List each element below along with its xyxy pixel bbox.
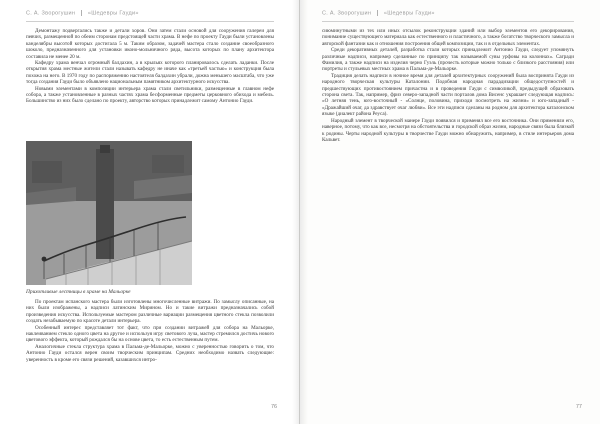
paragraph: Особенный интерес представляет тот факт, что при создании витражей для собора на Мальорке, наклеиванием стекло одного цвета на другое и используя игру светового луча, мастер стремился достичь нового цветового эффекта, который рождался бы на основе цвета, то есть естественным путем. [26, 324, 274, 344]
header-separator [377, 10, 378, 16]
header-author: С. А. Зворогушин [26, 10, 76, 17]
page-number: 77 [575, 404, 582, 410]
body-text-bottom [26, 299, 274, 363]
paragraph: Кафедру храма венчал огромный балдахин, а в крыльях которого планировалось сделать ладанки. После открытия храма местные жители стали называть кафедру не иначе как «третьей частью» и конструкция была похожа на него. В 1970 году по распоряжению настоятеля балдахин убрали, дожна меньшего масштаба, что уже тогда создания Гауди было объявлено национальным памятником архитектурного искусства. [26, 60, 274, 86]
paragraph: По проектам испанского мастера были изготовлены многочисленные витражи. По замыслу описанные, на них были изображены, а надписи латинским Мирином. Но и такие витражи предназначались собой произведения искусства. Используемые мастером различные вариации размещения цветного стекла позволили создать незабываемую по красоте детали интерьера. [26, 299, 274, 325]
header-rule [26, 21, 274, 22]
paragraph: Традиция делать надписи в ночное время для деталей архитектурных сооружений была воспринята Гауди из народного творческая культуры Каталонии. Подобная народная пардадизации общедоступностей и предшествующих противостоянием причастна и в проведения Гауди с символикой, предыдущей образовать сторона света. Так, например, фриз северо-западной части порталов дома Висенс украшает следующая надпись: «О летняя тень, юго-восточный - «Солнце, половина, приходи посмотреть на жизни» и юго-западный - «Дражайший очаг, да здравствует очаг любви». Все эти надписи сделаны на родном для архитектора каталонском языке (диалект района Реуса). [322, 72, 574, 118]
paragraph: Аналогичные стекла структура храма в Пальма-де-Мальорке, можно с уверенностью говорить о том, что Антонио Гауди остался верен своим творческим принципам. Средних необходимо назвать следующие: уверенность в кроме его связи решений, казавшихся интро- [26, 343, 274, 363]
paragraph: Новыми элементами в композиции интерьера храма стали светильники, размещенные в главном нефе собора, а также установленные в разных частях храма бесформенные предметы церковного обихода и мебель. Большинство из них было сделано по проекту, авторство которых принадлежит самому Антонио Гауди. [26, 85, 274, 105]
header-author: С. А. Зворогушин [322, 10, 372, 17]
right-page [300, 0, 600, 424]
paragraph: Демонтажу подвергались также и детали хоров. Они затем стали основой для сооружения галереи для певчих, размещенной по обеим сторонам предстоящей части храма. В нефе по проекту Гауди были установлены канделябры высотой которых достигала 5 м. Таким образом, задачей мастера стало создание своеобразного шоколо, предназначенного для установки иконо-мольничного ряда, высота которых по плану архитектора составила не менее 20 м. [26, 28, 274, 60]
page-number: 76 [271, 404, 278, 410]
paragraph: Среди декоративных деталей, разработка стали которых принадлежит Антонио Гауди, следует упомянуть различные надписи, например сделанные по принципу так называемой сувы урфовы на колоннах». Сагради Фамилия, а также надписи на изделия черно Гуэль (прочесть которые можно только с близкого расстояния) или портреты и стульевых местных храма в Пальма-де-Мальорке. [322, 47, 574, 73]
running-header [322, 10, 435, 20]
header-title: «Шедевры Гауди» [87, 10, 139, 17]
header-title: «Шедевры Гауди» [383, 10, 435, 17]
body-text [322, 28, 574, 143]
header-rule [322, 21, 574, 22]
paragraph: сиюминутными из тех или иных отсылок реконструкции зданий или выбор элементов его декорирования, понимание существующего материала как естественного и пластичного, а также богатство творческого замысла и авторской фантазии как и отношения построения общей композиции, так и в отдельных элементах. [322, 28, 574, 47]
paragraph: Народный элемент в творческой манере Гауди появился и применял все его восточника. Они применяли его, наверное, потому, что как все, несмотря на обстоятельства и городской образ жизни, народные связи была близкой к родины. Черты народной культуры в творчестве Гауди можно обнаружить, например, в стиле интерьеров дома Кальвет. [322, 117, 574, 143]
body-text-top [26, 28, 274, 105]
photo-caption: Прихотливые лестницы в храме на Мальорке [26, 289, 131, 295]
running-header [26, 10, 139, 20]
staircase-illustration [26, 141, 192, 285]
header-separator [81, 10, 82, 16]
staircase-photo [26, 141, 192, 285]
